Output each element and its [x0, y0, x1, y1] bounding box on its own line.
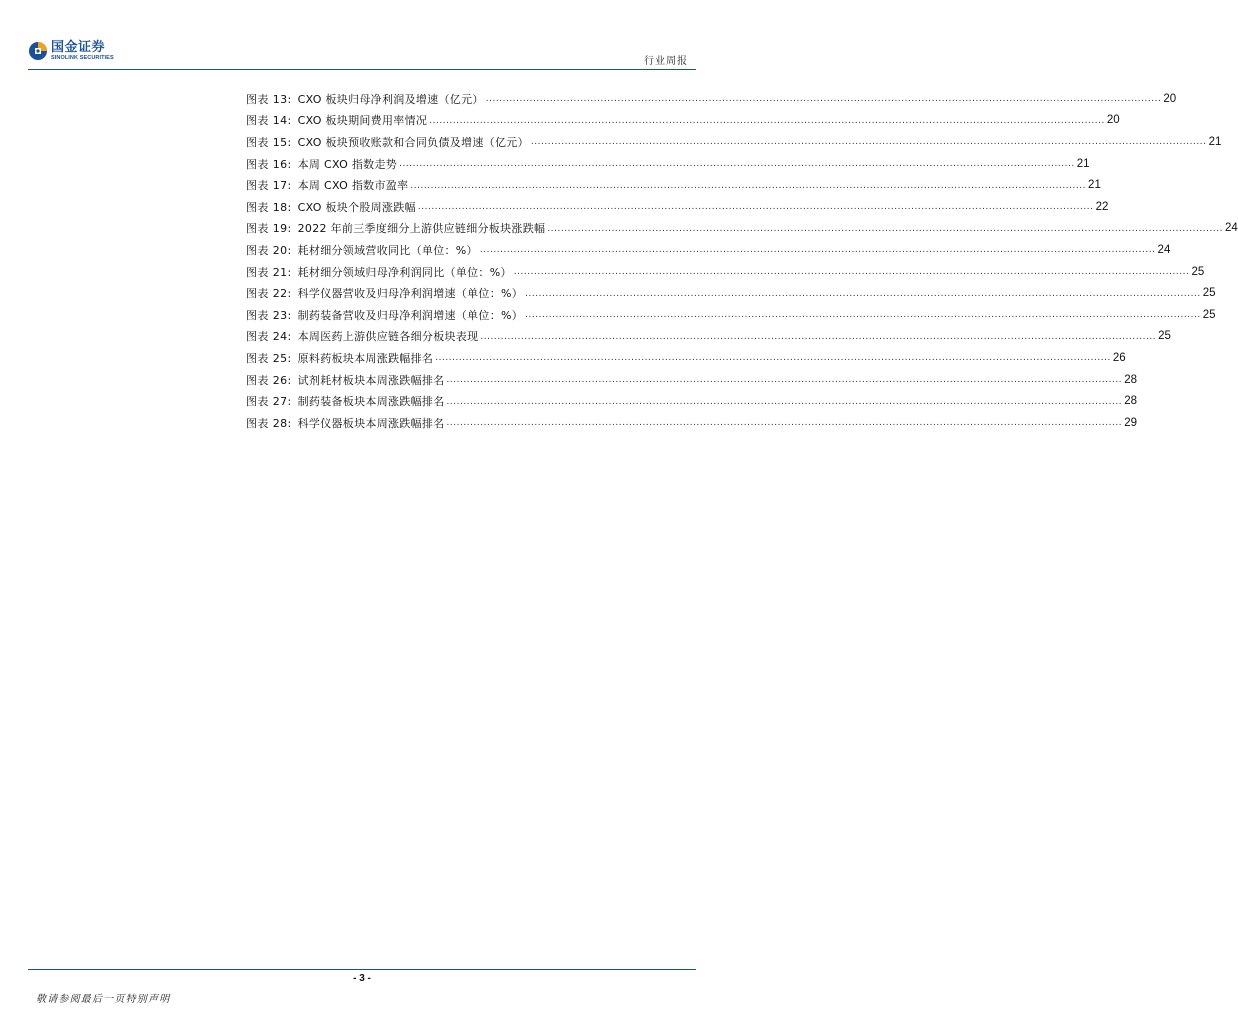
toc-dot-leader: ........................................................................................................................................................................................................ — [435, 352, 1111, 364]
toc-page-number: 26 — [1112, 351, 1126, 364]
toc-figure-title: 原料药板块本周涨跌幅排名 — [297, 351, 434, 365]
toc-entry[interactable] — [246, 347, 1126, 369]
toc-figure-title: 制药装备板块本周涨跌幅排名 — [297, 395, 445, 409]
toc-entry[interactable] — [246, 369, 1137, 391]
toc-figure-label: 图表 22: — [246, 287, 292, 301]
toc-page-number: 21 — [1208, 135, 1222, 148]
toc-figure-title: 本周 CXO 指数市盈率 — [297, 179, 409, 193]
toc-entry[interactable] — [246, 174, 1101, 196]
toc-figure-label: 图表 13: — [246, 92, 292, 106]
toc-figure-label: 图表 23: — [246, 308, 292, 322]
toc-page-number: 20 — [1163, 92, 1177, 105]
toc-figure-title: 本周 CXO 指数走势 — [297, 157, 398, 171]
toc-figure-label: 图表 27: — [246, 395, 292, 409]
header-divider — [28, 69, 696, 70]
toc-figure-label: 图表 17: — [246, 179, 292, 193]
toc-dot-leader: ........................................................................................................................................................................................................ — [530, 136, 1207, 148]
logo-chinese-name: 国金证券 — [51, 40, 106, 55]
toc-dot-leader: ........................................................................................................................................................................................................ — [525, 309, 1201, 321]
logo-english-name: SINOLINK SECURITIES — [51, 55, 114, 61]
toc-entry[interactable] — [246, 239, 1171, 261]
toc-figure-title: CXO 板块预收账款和合同负债及增速（亿元） — [297, 135, 529, 149]
toc-page-number: 25 — [1158, 330, 1171, 343]
toc-figure-title: CXO 板块归母净利润及增速（亿元） — [297, 92, 484, 106]
toc-dot-leader: ........................................................................................................................................................................................................ — [399, 158, 1075, 170]
toc-page-number: 25 — [1202, 287, 1216, 300]
footer-divider — [28, 969, 696, 970]
toc-figure-title: 2022 年前三季度细分上游供应链细分板块涨跌幅 — [297, 222, 546, 236]
report-type-label: 行业周报 — [644, 56, 688, 67]
toc-figure-label: 图表 21: — [246, 265, 292, 279]
toc-dot-leader: ........................................................................................................................................................................................................ — [525, 287, 1201, 299]
toc-figure-title: CXO 板块个股周涨跌幅 — [297, 200, 416, 214]
toc-page-number: 20 — [1106, 114, 1120, 127]
toc-figure-title: 试剂耗材板块本周涨跌幅排名 — [297, 373, 445, 387]
toc-page-number: 24 — [1157, 243, 1171, 256]
toc-figure-label: 图表 15: — [246, 135, 292, 149]
page-number: - 3 - — [353, 973, 371, 984]
toc-page-number: 29 — [1124, 416, 1137, 429]
toc-figure-label: 图表 19: — [246, 222, 292, 236]
toc-page-number: 28 — [1124, 373, 1137, 386]
toc-figure-label: 图表 16: — [246, 157, 292, 171]
toc-figure-title: 本周医药上游供应链各细分板块表现 — [297, 330, 479, 344]
toc-dot-leader: ........................................................................................................................................................................................................ — [446, 417, 1123, 429]
toc-entry[interactable] — [246, 282, 1216, 304]
toc-dot-leader: ........................................................................................................................................................................................................ — [446, 374, 1123, 386]
toc-page-number: 21 — [1088, 179, 1101, 192]
toc-figure-title: 科学仪器营收及归母净利润增速（单位：%） — [297, 287, 524, 301]
toc-entry[interactable] — [246, 412, 1137, 434]
toc-figure-title: 耗材细分领域归母净利润同比（单位：%） — [297, 265, 512, 279]
figure-list — [246, 88, 1238, 434]
disclaimer-text: 敬请参阅最后一页特别声明 — [36, 994, 171, 1005]
toc-page-number: 25 — [1191, 265, 1205, 278]
toc-figure-label: 图表 25: — [246, 351, 292, 365]
toc-figure-label: 图表 26: — [246, 373, 292, 387]
toc-page-number: 24 — [1224, 222, 1238, 235]
toc-entry[interactable] — [246, 390, 1137, 412]
toc-dot-leader: ........................................................................................................................................................................................................ — [480, 330, 1157, 342]
toc-entry[interactable] — [246, 88, 1177, 110]
toc-page-number: 22 — [1095, 200, 1109, 213]
toc-figure-title: 耗材细分领域营收同比（单位：%） — [297, 243, 478, 257]
toc-entry[interactable] — [246, 153, 1090, 175]
toc-figure-label: 图表 28: — [246, 416, 292, 430]
toc-dot-leader: ........................................................................................................................................................................................................ — [479, 244, 1156, 256]
toc-page-number: 25 — [1202, 308, 1216, 321]
toc-dot-leader: ........................................................................................................................................................................................................ — [417, 201, 1094, 213]
toc-page-number: 28 — [1124, 395, 1137, 408]
toc-dot-leader: ........................................................................................................................................................................................................ — [513, 266, 1190, 278]
toc-dot-leader: ........................................................................................................................................................................................................ — [485, 93, 1162, 105]
company-logo — [28, 41, 114, 62]
page-header — [0, 0, 724, 72]
toc-figure-title: 制药装备营收及归母净利润增速（单位：%） — [297, 308, 524, 322]
toc-dot-leader: ........................................................................................................................................................................................................ — [446, 395, 1123, 407]
toc-entry[interactable] — [246, 196, 1109, 218]
toc-entry[interactable] — [246, 261, 1205, 283]
toc-figure-label: 图表 20: — [246, 243, 292, 257]
sinolink-logo-icon — [28, 41, 48, 61]
toc-figure-label: 图表 14: — [246, 114, 292, 128]
toc-figure-title: CXO 板块期间费用率情况 — [297, 114, 428, 128]
toc-entry[interactable] — [246, 304, 1216, 326]
toc-figure-label: 图表 24: — [246, 330, 292, 344]
toc-figure-title: 科学仪器板块本周涨跌幅排名 — [297, 416, 445, 430]
toc-entry[interactable] — [246, 326, 1171, 348]
toc-figure-label: 图表 18: — [246, 200, 292, 214]
toc-page-number: 21 — [1076, 157, 1090, 170]
toc-dot-leader: ........................................................................................................................................................................................................ — [410, 179, 1087, 191]
toc-dot-leader: ........................................................................................................................................................................................................ — [429, 114, 1105, 126]
toc-entry[interactable] — [246, 218, 1238, 240]
toc-dot-leader: ........................................................................................................................................................................................................ — [547, 222, 1223, 234]
toc-entry[interactable] — [246, 131, 1222, 153]
toc-entry[interactable] — [246, 110, 1120, 132]
